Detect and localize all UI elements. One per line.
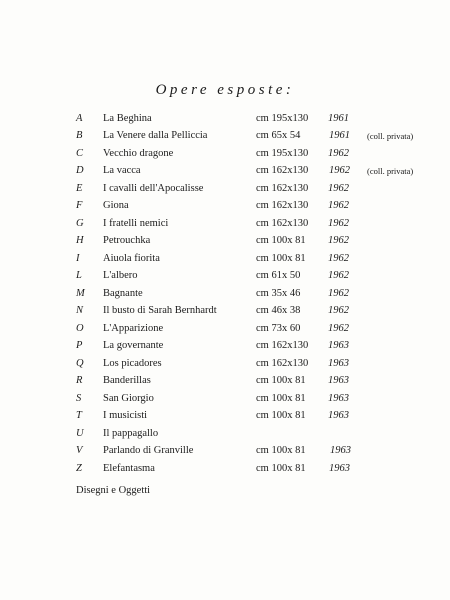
item-title: San Giorgio bbox=[103, 393, 154, 404]
item-title: La vacca bbox=[103, 165, 141, 176]
list-item bbox=[0, 146, 450, 162]
list-item bbox=[0, 303, 450, 319]
item-title: I cavalli dell'Apocalisse bbox=[103, 183, 204, 194]
list-item bbox=[0, 356, 450, 372]
item-title: Aiuola fiorita bbox=[103, 253, 160, 264]
item-dimensions: cm 100x 81 bbox=[256, 463, 306, 474]
item-letter: A bbox=[76, 113, 83, 124]
item-letter: P bbox=[76, 340, 83, 351]
item-dimensions: cm 100x 81 bbox=[256, 410, 306, 421]
item-title: La governante bbox=[103, 340, 164, 351]
item-letter: T bbox=[76, 410, 82, 421]
item-year: 1963 bbox=[328, 393, 349, 404]
list-item bbox=[0, 111, 450, 127]
list-item bbox=[0, 163, 450, 179]
list-item bbox=[0, 268, 450, 284]
item-title: L'albero bbox=[103, 270, 138, 281]
item-letter: E bbox=[76, 183, 83, 194]
item-letter: R bbox=[76, 375, 83, 386]
item-year: 1961 bbox=[329, 130, 350, 141]
item-dimensions: cm 46x 38 bbox=[256, 305, 301, 316]
item-title: I musicisti bbox=[103, 410, 148, 421]
item-letter: L bbox=[76, 270, 82, 281]
item-dimensions: cm 35x 46 bbox=[256, 288, 301, 299]
item-dimensions: cm 162x130 bbox=[256, 358, 309, 369]
item-year: 1962 bbox=[328, 235, 349, 246]
item-year: 1962 bbox=[329, 165, 350, 176]
item-dimensions: cm 61x 50 bbox=[256, 270, 301, 281]
item-title: Giona bbox=[103, 200, 129, 211]
list-item bbox=[0, 181, 450, 197]
item-title: L'Apparizione bbox=[103, 323, 164, 334]
page-heading: Opere esposte: bbox=[155, 82, 295, 98]
item-year: 1962 bbox=[328, 148, 349, 159]
item-title: La Beghina bbox=[103, 113, 152, 124]
item-letter: G bbox=[76, 218, 84, 229]
item-title: Parlando di Granville bbox=[103, 445, 194, 456]
list-item bbox=[0, 198, 450, 214]
item-dimensions: cm 65x 54 bbox=[256, 130, 301, 141]
item-letter: C bbox=[76, 148, 84, 159]
item-title: Vecchio dragone bbox=[103, 148, 174, 159]
item-year: 1962 bbox=[328, 323, 349, 334]
list-item bbox=[0, 233, 450, 249]
list-item bbox=[0, 338, 450, 354]
item-year: 1962 bbox=[328, 305, 349, 316]
item-year: 1962 bbox=[328, 183, 349, 194]
item-dimensions: cm 195x130 bbox=[256, 113, 309, 124]
item-letter: F bbox=[76, 200, 83, 211]
item-title: I fratelli nemici bbox=[103, 218, 169, 229]
item-letter: N bbox=[76, 305, 84, 316]
item-title: La Venere dalla Pelliccia bbox=[103, 130, 208, 141]
item-title: Bagnante bbox=[103, 288, 143, 299]
list-item bbox=[0, 128, 450, 144]
item-letter: B bbox=[76, 130, 83, 141]
item-dimensions: cm 162x130 bbox=[256, 183, 309, 194]
item-letter: V bbox=[76, 445, 83, 456]
item-note: (coll. privata) bbox=[367, 166, 414, 176]
footer-note: Disegni e Oggetti bbox=[76, 485, 151, 496]
list-item bbox=[0, 461, 450, 477]
item-title: Petrouchka bbox=[103, 235, 151, 246]
item-dimensions: cm 100x 81 bbox=[256, 253, 306, 264]
item-letter: S bbox=[76, 393, 82, 404]
item-year: 1962 bbox=[328, 253, 349, 264]
item-dimensions: cm 100x 81 bbox=[256, 375, 306, 386]
item-dimensions: cm 100x 81 bbox=[256, 393, 306, 404]
list-item bbox=[0, 426, 450, 442]
item-year: 1963 bbox=[328, 410, 349, 421]
item-dimensions: cm 100x 81 bbox=[256, 235, 306, 246]
item-letter: U bbox=[76, 428, 84, 439]
item-year: 1962 bbox=[328, 200, 349, 211]
list-item bbox=[0, 443, 450, 459]
item-year: 1963 bbox=[330, 445, 351, 456]
item-note: (coll. privata) bbox=[367, 131, 414, 141]
item-year: 1963 bbox=[328, 358, 349, 369]
item-year: 1963 bbox=[329, 463, 350, 474]
item-title: Banderillas bbox=[103, 375, 151, 386]
item-year: 1961 bbox=[328, 113, 349, 124]
list-item bbox=[0, 251, 450, 267]
list-item bbox=[0, 321, 450, 337]
item-year: 1962 bbox=[328, 270, 349, 281]
item-dimensions: cm 162x130 bbox=[256, 218, 309, 229]
item-year: 1963 bbox=[328, 375, 349, 386]
item-letter: Z bbox=[76, 463, 82, 474]
item-letter: O bbox=[76, 323, 84, 334]
item-letter: Q bbox=[76, 358, 84, 369]
list-item bbox=[0, 373, 450, 389]
list-item bbox=[0, 216, 450, 232]
item-dimensions: cm 100x 81 bbox=[256, 445, 306, 456]
item-title: Elefantasma bbox=[103, 463, 155, 474]
item-letter: I bbox=[76, 253, 80, 264]
item-dimensions: cm 162x130 bbox=[256, 200, 309, 211]
item-title: Il busto di Sarah Bernhardt bbox=[103, 305, 217, 316]
item-letter: H bbox=[76, 235, 84, 246]
item-letter: M bbox=[76, 288, 85, 299]
item-year: 1962 bbox=[328, 288, 349, 299]
list-item bbox=[0, 286, 450, 302]
item-dimensions: cm 162x130 bbox=[256, 340, 309, 351]
list-item bbox=[0, 391, 450, 407]
item-title: Il pappagallo bbox=[103, 428, 159, 439]
item-dimensions: cm 162x130 bbox=[256, 165, 309, 176]
item-dimensions: cm 73x 60 bbox=[256, 323, 301, 334]
list-item bbox=[0, 408, 450, 424]
item-year: 1962 bbox=[328, 218, 349, 229]
item-title: Los picadores bbox=[103, 358, 162, 369]
item-letter: D bbox=[76, 165, 84, 176]
item-year: 1963 bbox=[328, 340, 349, 351]
item-dimensions: cm 195x130 bbox=[256, 148, 309, 159]
